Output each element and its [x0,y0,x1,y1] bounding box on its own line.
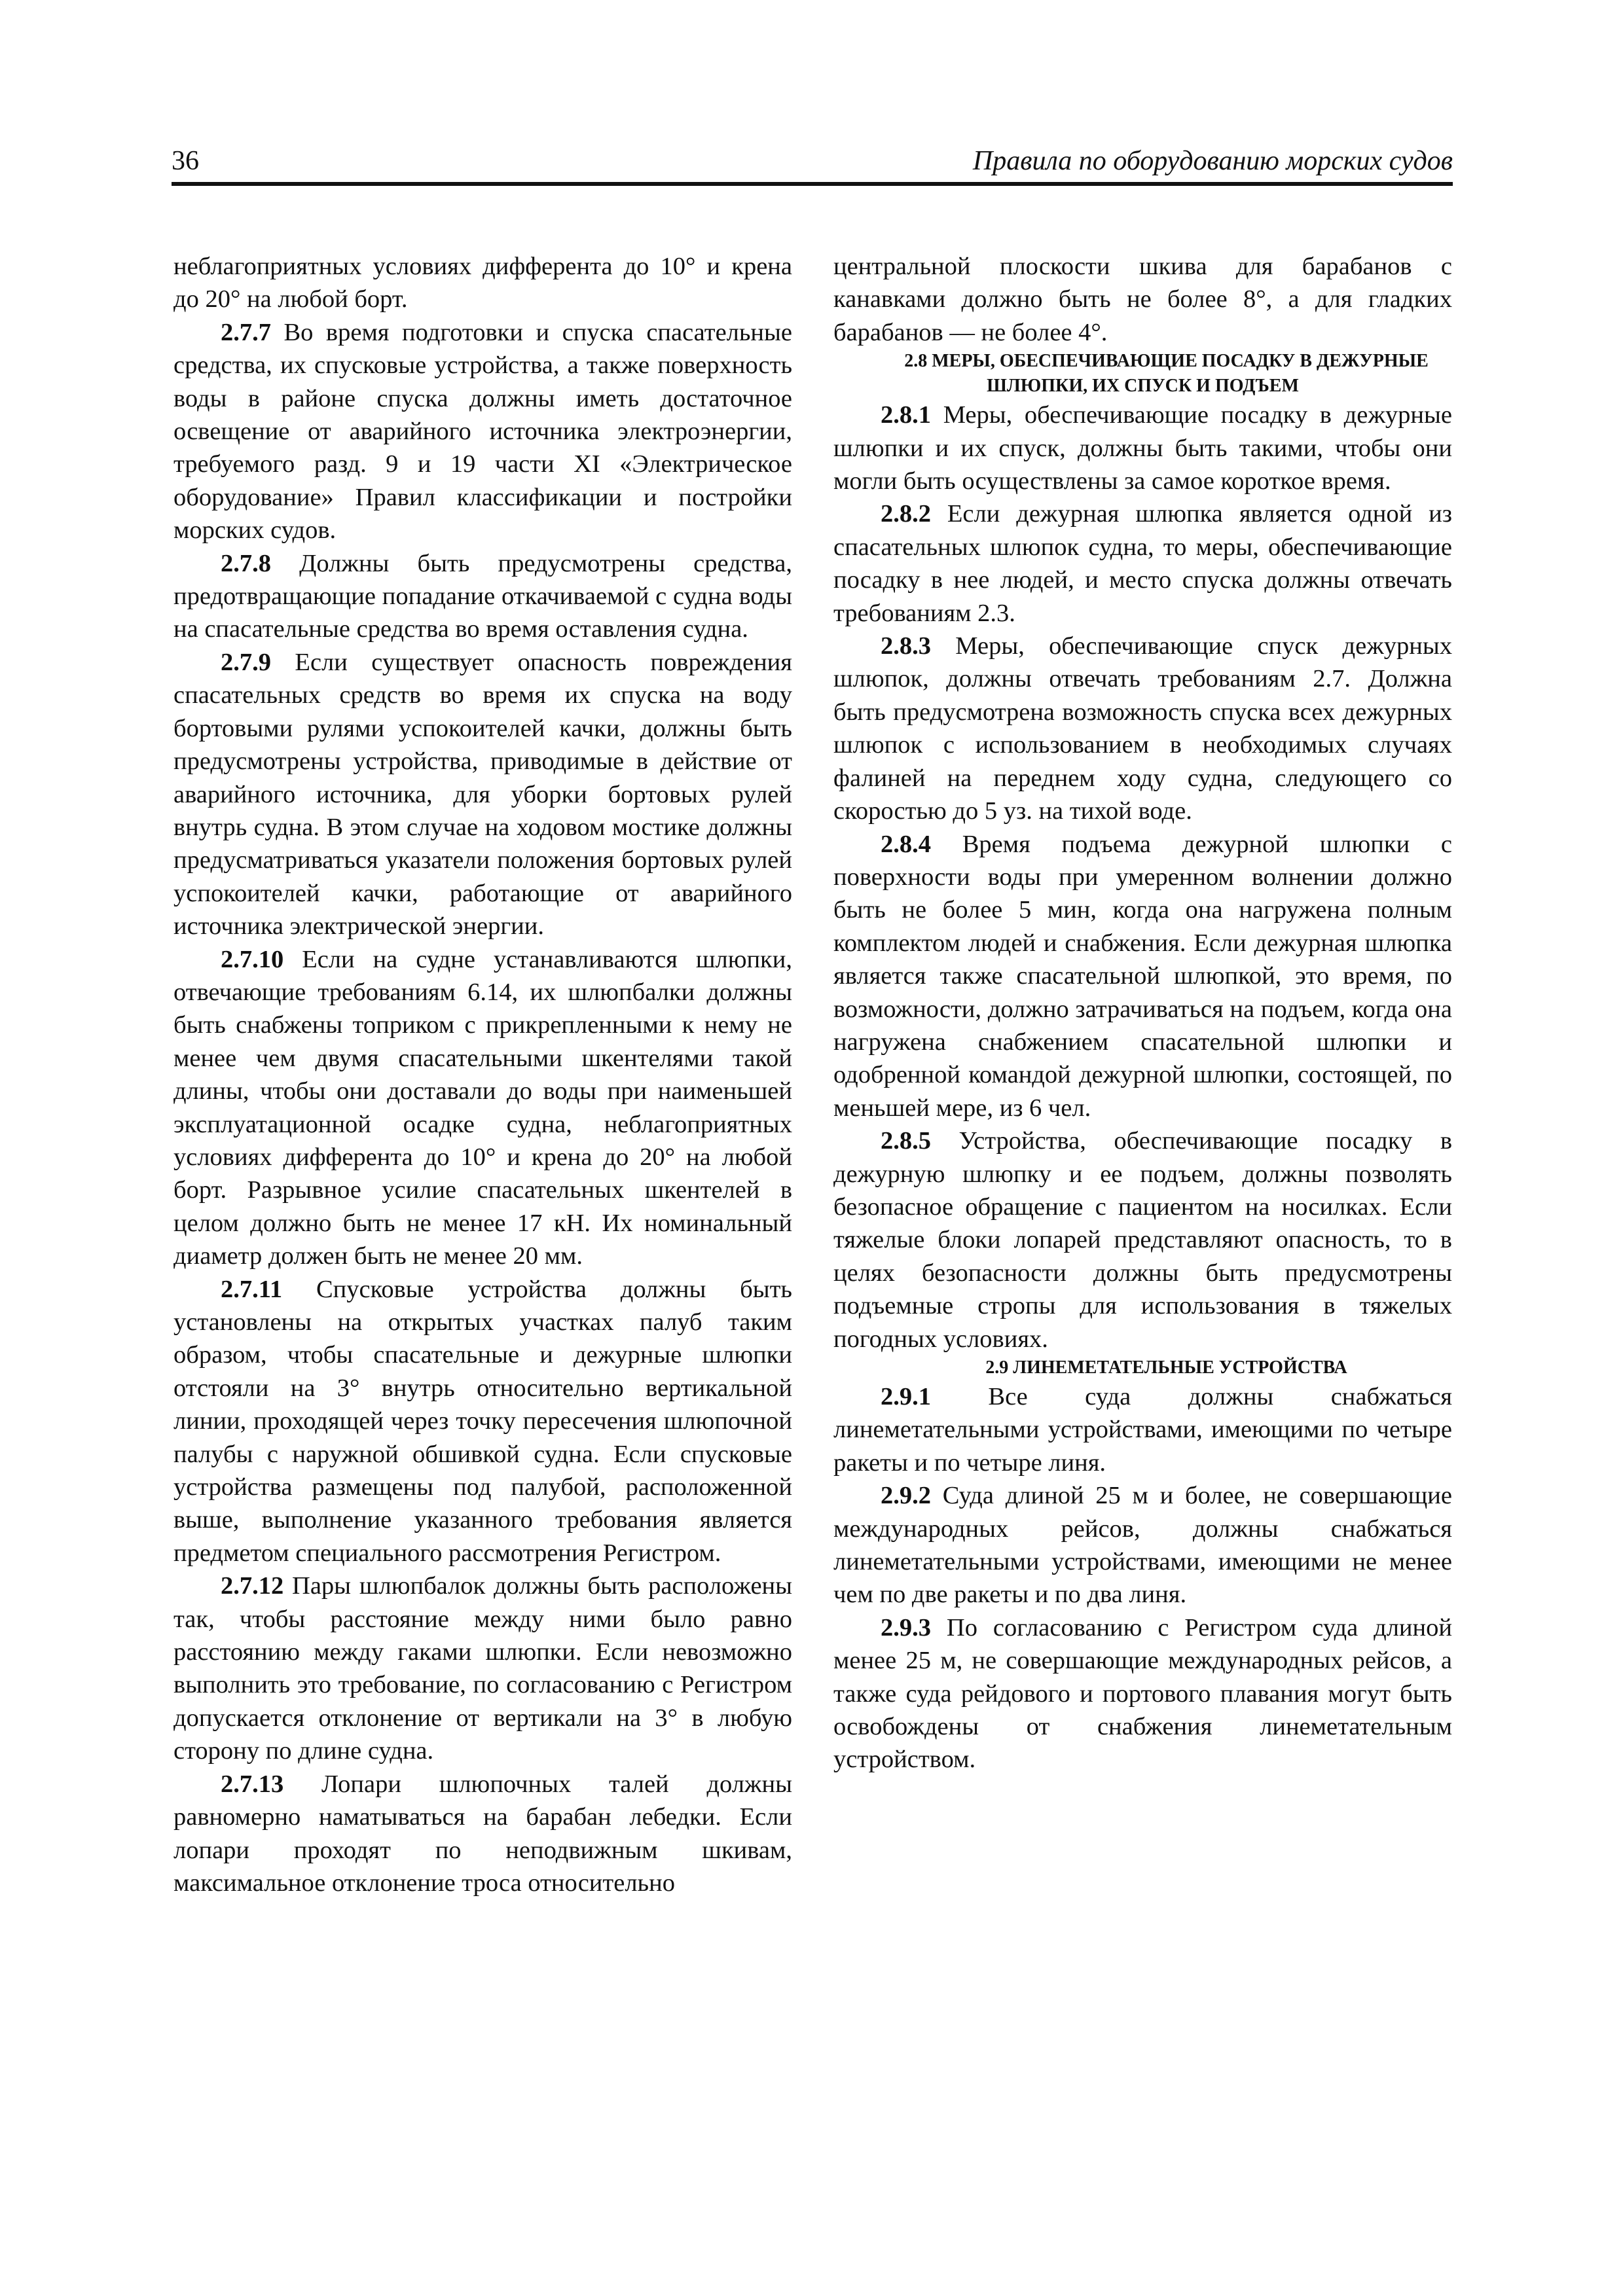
paragraph-text: Пары шлюпбалок должны быть расположены так, чтобы расстояние между ними было равно расстоянию между гаками шлюпки. Если невозможно выполнить это требование, по согласованию с Регистром допускается отклонение от вертикали на 3° в любую сторону по длине судна. [173,1572,792,1765]
paragraph-number: 2.7.8 [221,549,271,577]
paragraph-continuation: неблагоприятных условиях дифферента до 10° и крена до 20° на любой борт. [173,253,792,314]
right-column [833,250,1452,1776]
paragraph-2-7-13 [173,1768,792,1900]
paragraph-number: 2.8.3 [881,632,931,660]
running-title: Правила по оборудованию морских судов [972,146,1453,176]
paragraph-text: Должны быть предусмотрены средства, предотвращающие попадание откачиваемой с судна воды на спасательные средства во время оставления судна. [173,549,792,643]
paragraph-2-8-1 [833,399,1452,497]
paragraph-2-9-2 [833,1479,1452,1611]
paragraph-text: Лопари шлюпочных талей должны равномерно наматываться на барабан лебедки. Если лопари проходят по неподвижным шкивам, максимальное отклонение троса относительно [173,1770,792,1897]
paragraph-text: Во время подготовки и спуска спасательные средства, их спусковые устройства, а также поверхность воды в районе спуска должны иметь достаточное освещение от аварийного источника электроэнергии, требуемого разд. 9 и 19 части XI «Электрическое оборудование» Правил классификации и постройки морских судов. [173,318,792,545]
paragraph-text: Время подъема дежурной шлюпки с поверхности воды при умеренном волнении должно быть не более 5 мин, когда она нагружена полным комплектом людей и снабжения. Если дежурная шлюпка является также спасательной шлюпкой, это время, по возможности, должно затрачиваться на подъем, когда она нагружена снабжением спасательной шлюпки и одобренной командой дежурной шлюпки, состоящей, по меньшей мере, из 6 чел. [833,830,1452,1122]
paragraph-2-7-11 [173,1273,792,1570]
paragraph-2-7-8 [173,547,792,646]
paragraph-number: 2.7.13 [221,1770,284,1798]
paragraph-text: Все суда должны снабжаться линеметательными устройствами, имеющими по четыре ракеты и по четыре линя. [833,1383,1452,1477]
paragraph-2-8-2 [833,497,1452,630]
paragraph-2-7-12 [173,1570,792,1767]
paragraph-text: По согласованию с Регистром суда длиной менее 25 м, не совершающие международных рейсов, а также суда рейдового и портового плавания могут быть освобождены от снабжения линеметательным устройством. [833,1613,1452,1774]
paragraph-2-8-5 [833,1124,1452,1355]
paragraph-2-7-7 [173,316,792,547]
paragraph-number: 2.7.9 [221,648,271,676]
paragraph-number: 2.9.2 [881,1482,931,1510]
paragraph-number: 2.7.11 [221,1275,283,1303]
paragraph-number: 2.7.7 [221,318,271,346]
paragraph-2-8-3 [833,630,1452,827]
paragraph-text: Меры, обеспечивающие посадку в дежурные шлюпки и их спуск, должны быть такими, чтобы они могли быть осуществлены за самое короткое время. [833,401,1452,495]
page-header [172,145,1453,186]
section-heading-2-8: 2.8 МЕРЫ, ОБЕСПЕЧИВАЮЩИЕ ПОСАДКУ В ДЕЖУРНЫЕ ШЛЮПКИ, ИХ СПУСК И ПОДЪЕМ [904,351,1429,397]
page-number: 36 [172,146,199,176]
paragraph-number: 2.9.3 [881,1613,931,1641]
paragraph-text: Спусковые устройства должны быть установлены на открытых участках палуб таким образом, чтобы спасательные и дежурные шлюпки отстояли на 3° внутрь относительно вертикальной линии, проходящей через точку пересечения шлюпочной палубы с наружной обшивкой судна. Если спусковые устройства размещены под палубой, расположенной выше, выполнение указанного требования является предметом специального рассмотрения Регистром. [173,1275,792,1567]
paragraph-2-7-10 [173,943,792,1273]
paragraph-number: 2.8.1 [881,401,931,429]
paragraph-text: Если существует опасность повреждения спасательных средств во время их спуска на воду бортовыми рулями успокоителей качки, должны быть предусмотрены устройства, приводимые в действие от аварийного источника, для уборки бортовых рулей внутрь судна. В этом случае на ходовом мостике должны предусматриваться указатели положения бортовых рулей успокоителей качки, работающие от аварийного источника электрической энергии. [173,648,792,941]
left-column [173,250,792,1899]
paragraph-continuation: центральной плоскости шкива для барабанов с канавками должно быть не более 8°, а для гладких барабанов — не более 4°. [833,253,1452,346]
paragraph-text: Если на судне устанавливаются шлюпки, отвечающие требованиям 6.14, их шлюпбалки должны быть снабжены топриком с прикрепленными к нему не менее чем двумя спасательными шкентелями такой длины, чтобы они доставали до воды при наименьшей эксплуатационной осадке судна, неблагоприятных условиях дифферента до 10° и крена до 20° на любой борт. Разрывное усилие спасательных шкентелей в целом должно быть не менее 17 кН. Их номинальный диаметр должен быть не менее 20 мм. [173,945,792,1270]
paragraph-2-8-4 [833,828,1452,1125]
paragraph-number: 2.7.12 [221,1572,284,1600]
paragraph-2-9-3 [833,1611,1452,1776]
paragraph-text: Меры, обеспечивающие спуск дежурных шлюпок, должны отвечать требованиям 2.7. Должна быть предусмотрена возможность спуска всех дежурных шлюпок с использованием в необходимых случаях фалиней на переднем ходу судна, следующего со скоростью до 5 уз. на тихой воде. [833,632,1452,825]
paragraph-2-9-1 [833,1380,1452,1479]
paragraph-number: 2.7.10 [221,945,284,973]
paragraph-number: 2.9.1 [881,1383,931,1410]
paragraph-number: 2.8.4 [881,830,931,858]
paragraph-number: 2.8.2 [881,500,931,528]
paragraph-text: Если дежурная шлюпка является одной из спасательных шлюпок судна, то меры, обеспечивающие посадку в нее людей, и место спуска должны отвечать требованиям 2.3. [833,500,1452,627]
paragraph-text: Устройства, обеспечивающие посадку в дежурную шлюпку и ее подъем, должны позволять безопасное обращение с пациентом на носилках. Если тяжелые блоки лопарей представляют опасность, то в целях безопасности должны быть предусмотрены подъемные стропы для использования в тяжелых погодных условиях. [833,1127,1452,1353]
paragraph-number: 2.8.5 [881,1127,931,1155]
section-heading-2-9: 2.9 ЛИНЕМЕТАТЕЛЬНЫЕ УСТРОЙСТВА [985,1357,1347,1378]
paragraph-text: Суда длиной 25 м и более, не совершающие международных рейсов, должны снабжаться линеметательными устройствами, имеющими не менее чем по две ракеты и по два линя. [833,1482,1452,1609]
paragraph-2-7-9 [173,646,792,943]
